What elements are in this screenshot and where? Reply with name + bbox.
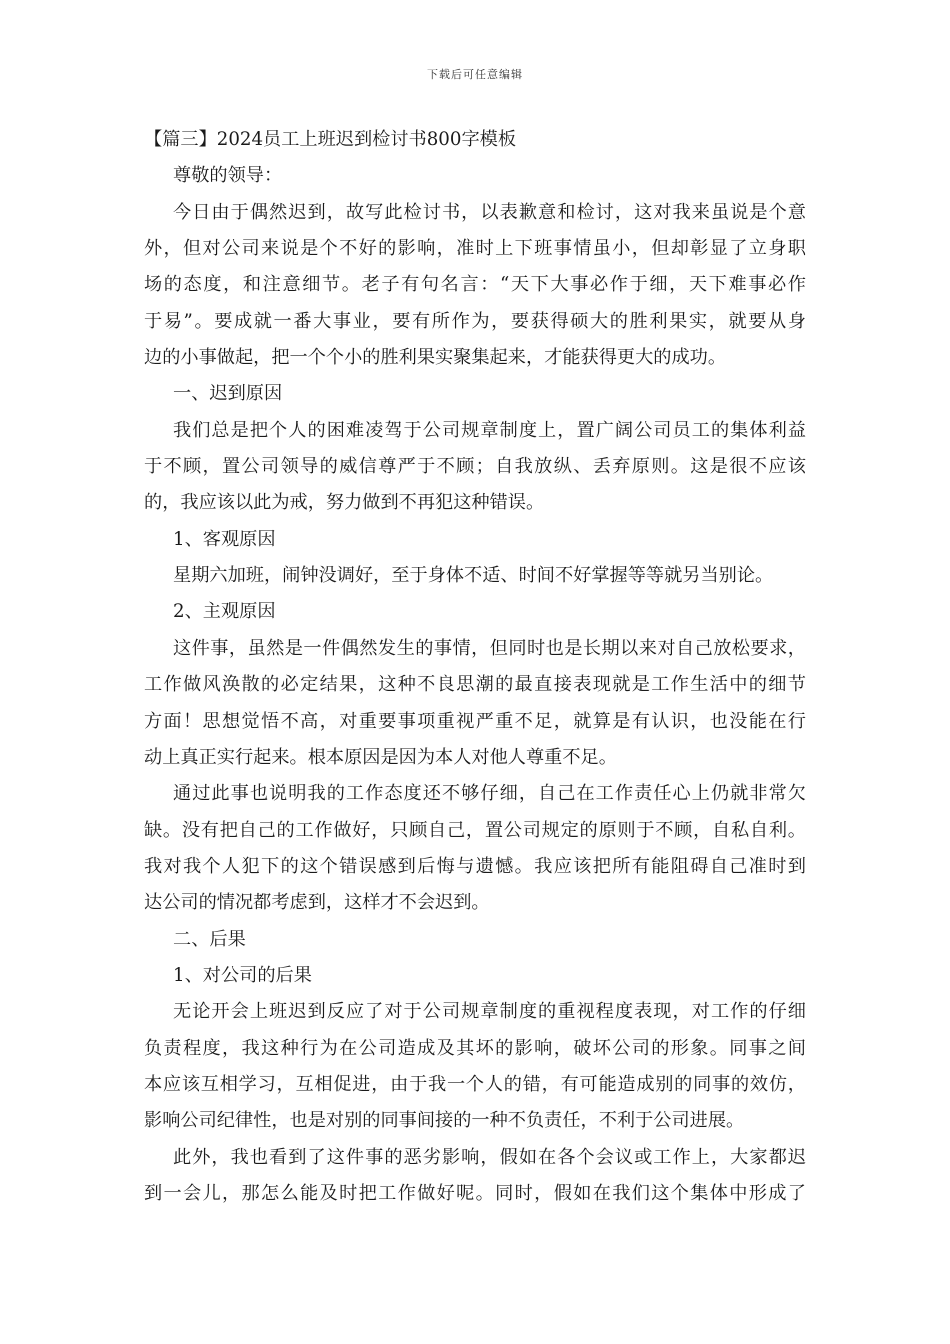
text-line: 1、客观原因 xyxy=(173,528,276,550)
text-line: 星期六加班，闹钟没调好，至于身体不适、时间不好掌握等等就另当别论。 xyxy=(173,565,774,587)
text-line: 达公司的情况都考虑到，这样才不会迟到。 xyxy=(144,892,490,914)
text-line: 场的态度，和注意细节。老子有句名言：“天下大事必作于细，天下难事必作 xyxy=(144,274,806,296)
text-line: 本应该互相学习，互相促进，由于我一个人的错，有可能造成别的同事的效仿， xyxy=(144,1073,806,1095)
text-line: 一、迟到原因 xyxy=(173,383,283,405)
text-line: 我对我个人犯下的这个错误感到后悔与遗憾。我应该把所有能阻碍自己准时到 xyxy=(144,855,806,877)
text-line: 负责程度，我这种行为在公司造成及其坏的影响，破坏公司的形象。同事之间 xyxy=(144,1037,806,1059)
document-title: 【篇三】2024员工上班迟到检讨书800字模板 xyxy=(144,129,517,150)
page-header: 下载后可任意编辑 xyxy=(427,68,523,81)
text-line: 到一会儿，那怎么能及时把工作做好呢。同时，假如在我们这个集体中形成了 xyxy=(144,1182,806,1204)
text-line: 今日由于偶然迟到，故写此检讨书，以表歉意和检讨，这对我来虽说是个意 xyxy=(173,201,806,223)
text-line: 这件事，虽然是一件偶然发生的事情，但同时也是长期以来对自己放松要求， xyxy=(173,637,806,659)
text-line: 工作做风涣散的必定结果，这种不良思潮的最直接表现就是工作生活中的细节 xyxy=(144,674,806,696)
text-line: 外，但对公司来说是个不好的影响，准时上下班事情虽小，但却彰显了立身职 xyxy=(144,238,806,260)
text-line: 2、主观原因 xyxy=(173,601,276,623)
text-line: 于不顾，置公司领导的威信尊严于不顾；自我放纵、丢弃原则。这是很不应该 xyxy=(144,456,806,478)
text-line: 通过此事也说明我的工作态度还不够仔细，自己在工作责任心上仍就非常欠 xyxy=(173,783,806,805)
text-line: 缺。没有把自己的工作做好，只顾自己，置公司规定的原则于不顾，自私自利。 xyxy=(144,819,806,841)
text-line: 无论开会上班迟到反应了对于公司规章制度的重视程度表现，对工作的仔细 xyxy=(173,1001,806,1023)
text-line: 的，我应该以此为戒，努力做到不再犯这种错误。 xyxy=(144,492,545,514)
text-line: 此外，我也看到了这件事的恶劣影响，假如在各个会议或工作上，大家都迟 xyxy=(173,1146,806,1168)
text-line: 1、对公司的后果 xyxy=(173,964,312,986)
text-line: 方面！思想觉悟不高，对重要事项重视严重不足，就算是有认识，也没能在行 xyxy=(144,710,806,732)
text-line: 尊敬的领导： xyxy=(173,165,283,187)
text-line: 二、后果 xyxy=(173,928,246,950)
text-line: 我们总是把个人的困难凌驾于公司规章制度上，置广阔公司员工的集体利益 xyxy=(173,419,806,441)
text-line: 边的小事做起，把一个个小的胜利果实聚集起来，才能获得更大的成功。 xyxy=(144,347,727,369)
text-line: 于易”。要成就一番大事业，要有所作为，要获得硕大的胜利果实，就要从身 xyxy=(144,310,806,332)
text-line: 影响公司纪律性，也是对别的同事间接的一种不负责任，不利于公司进展。 xyxy=(144,1110,745,1132)
document-body xyxy=(144,122,806,1212)
text-line: 动上真正实行起来。根本原因是因为本人对他人尊重不足。 xyxy=(144,746,617,768)
